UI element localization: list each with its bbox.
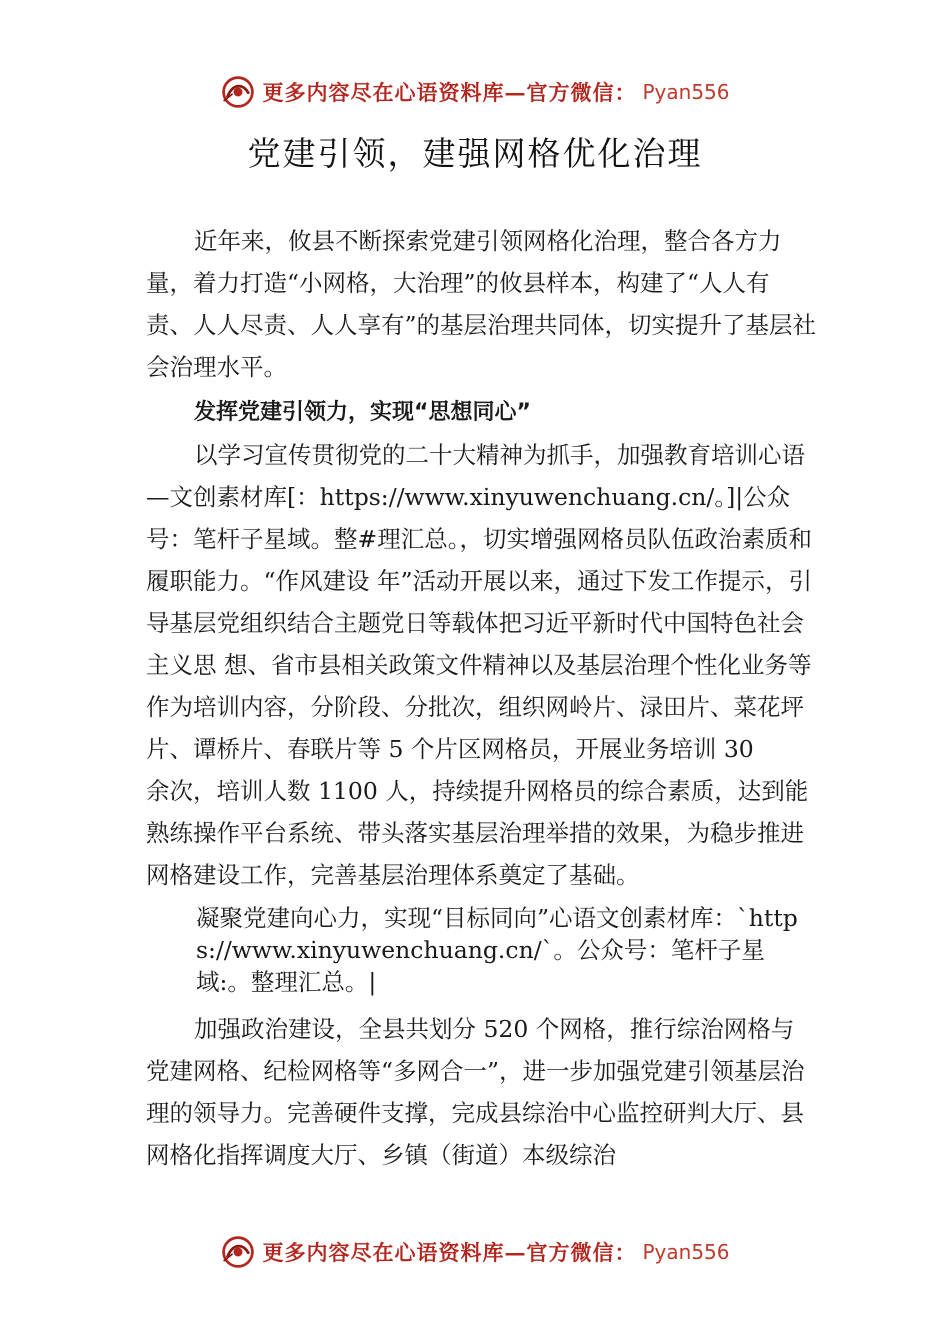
logo-icon	[220, 74, 256, 110]
banner-wechat-id: Pyan556	[642, 80, 730, 104]
page-title: 党建引领，建强网格优化治理	[247, 134, 703, 173]
paragraph-grid: 加强政治建设，全县共划分 520 个网格，推行综治网格与党建网格、纪检网格等“多网合一”，进一步加强党建引领基层治理的领导力。完善硬件支撑，完成县综治中心监控研判大厅、县网格化指挥调度大厅、乡镇（街道）本级综治	[146, 1015, 805, 1169]
footer-banner	[0, 1232, 950, 1272]
section-heading-1: 发挥党建引领力，实现“思想同心”	[194, 400, 531, 425]
paragraph-training: 以学习宣传贯彻党的二十大精神为抓手，加强教育培训心语—文创素材库[：https://www.xinyuwenchuang.cn/。]|公众号：笔杆子星域。整#理汇总。，切实增强网格员队伍政治素质和履职能力。“作风建设 年”活动开展以来，通过下发工作提示，引导基层党组织结合主题党日等载体把习近平新时代中国特色社会主义思 想、省市县相关政策文件精神以及基层治理个性化业务等作为培训内容，分阶段、分批次，组织网岭片、渌田片、菜花坪片、谭桥片、春联片等 5 个片区网格员，开展业务培训 30	[146, 441, 812, 763]
paragraph-intro: 近年来，攸县不断探索党建引领网格化治理，整合各方力量，着力打造“小网格，大治理”的攸县样本，构建了“人人有责、人人尽责、人人享有”的基层治理共同体，切实提升了基层社会治理水平。	[146, 227, 817, 381]
banner-text: 更多内容尽在心语资料库—官方微信：	[262, 80, 637, 105]
logo-icon	[220, 1234, 256, 1270]
header-banner	[0, 72, 950, 112]
article-body	[146, 220, 816, 1176]
paragraph-training-continued: 余次，培训人数 1100 人，持续提升网格员的综合素质，达到能熟练操作平台系统、带头落实基层治理举措的效果，为稳步推进网格建设工作，完善基层治理体系奠定了基础。	[146, 777, 809, 889]
banner-wechat-id: Pyan556	[642, 1240, 730, 1264]
section-heading-2: 凝聚党建向心力，实现“目标同向”心语文创素材库：`https://www.xinyuwenchuang.cn/`。公众号：笔杆子星域:。整理汇总。|	[196, 904, 798, 996]
banner-text: 更多内容尽在心语资料库—官方微信：	[262, 1240, 637, 1265]
